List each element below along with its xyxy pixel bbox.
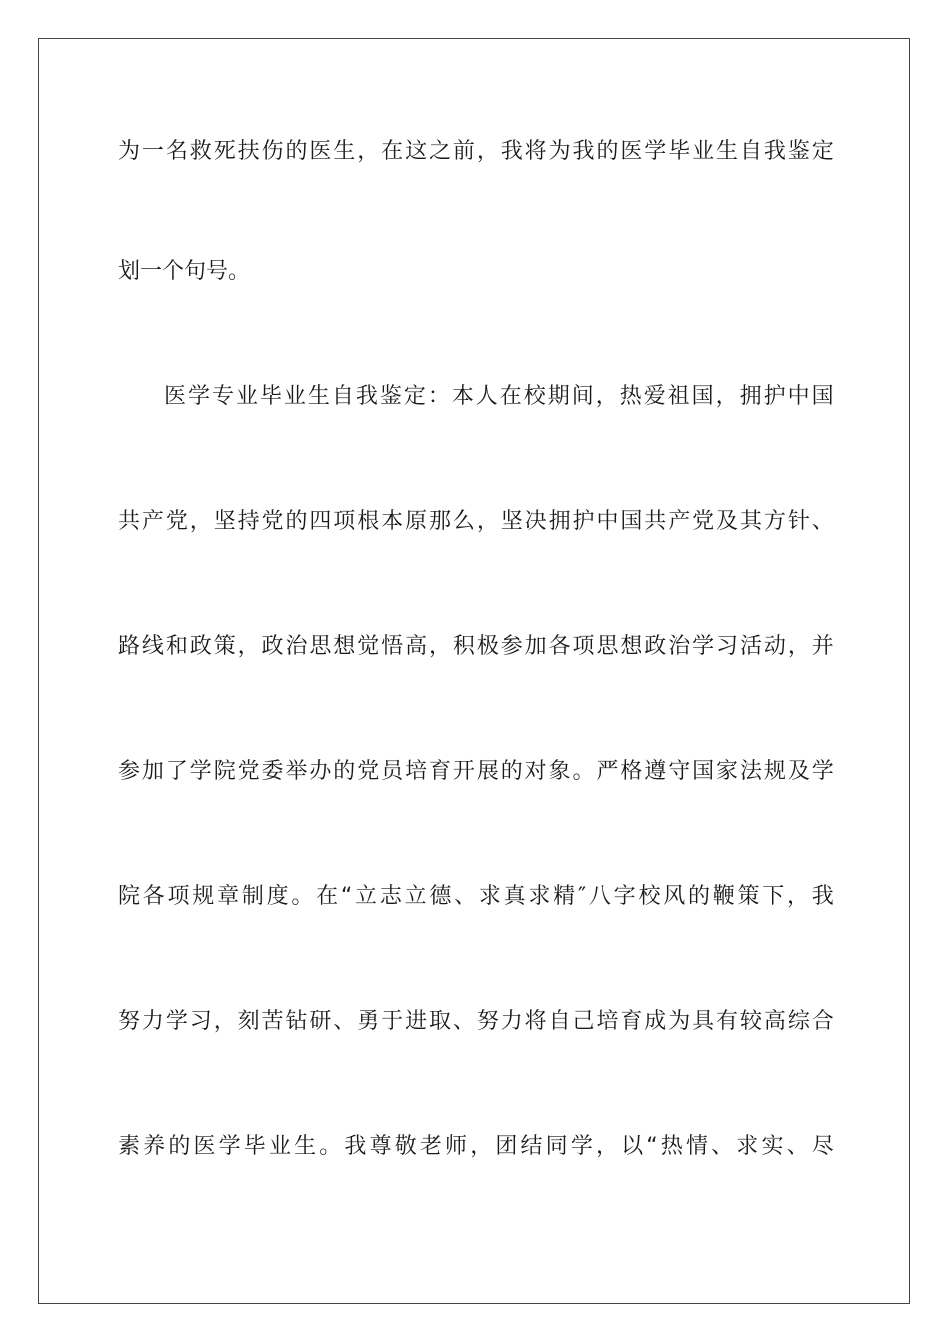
text-line-4: 共 产 党 ， 坚 持 党 的 四 项 根 本 原 那 么 ， 坚 决 拥 护 中 国 共 产 党 及 其 方 针 、 — [118, 509, 834, 534]
text-line-8: 努 力 学 习 ， 刻 苦 钻 研 、 勇 于 进 取 、 努 力 将 自 己 培 育 成 为 具 有 较 高 综 合 — [118, 1009, 834, 1034]
text-line-6: 参 加 了 学 院 党 委 举 办 的 党 员 培 育 开 展 的 对 象 。 严 格 遵 守 国 家 法 规 及 学 — [118, 759, 834, 784]
text-line-3: 医 学 专 业 毕 业 生 自 我 鉴 定 ： 本 人 在 校 期 间 ， 热 爱 祖 国 ， 拥 护 中 国 — [164, 384, 834, 409]
text-line-7: 院 各 项 规 章 制 度 。 在 “ 立 志 立 德 、 求 真 求 精 ″ 八 字 校 风 的 鞭 策 下 ， 我 — [118, 884, 834, 909]
text-line-5: 路 线 和 政 策 ， 政 治 思 想 觉 悟 高 ， 积 极 参 加 各 项 思 想 政 治 学 习 活 动 ， 并 — [118, 634, 834, 659]
text-line-9: 素 养 的 医 学 毕 业 生 。 我 尊 敬 老 师 ， 团 结 同 学 ， 以 “ 热 情 、 求 实 、 尽 — [118, 1134, 834, 1159]
text-line-1: 为 一 名 救 死 扶 伤 的 医 生 ， 在 这 之 前 ， 我 将 为 我 的 医 学 毕 业 生 自 我 鉴 定 — [118, 139, 834, 164]
text-line-2: 划一个句号。 — [118, 259, 251, 284]
page-border — [38, 38, 910, 1304]
